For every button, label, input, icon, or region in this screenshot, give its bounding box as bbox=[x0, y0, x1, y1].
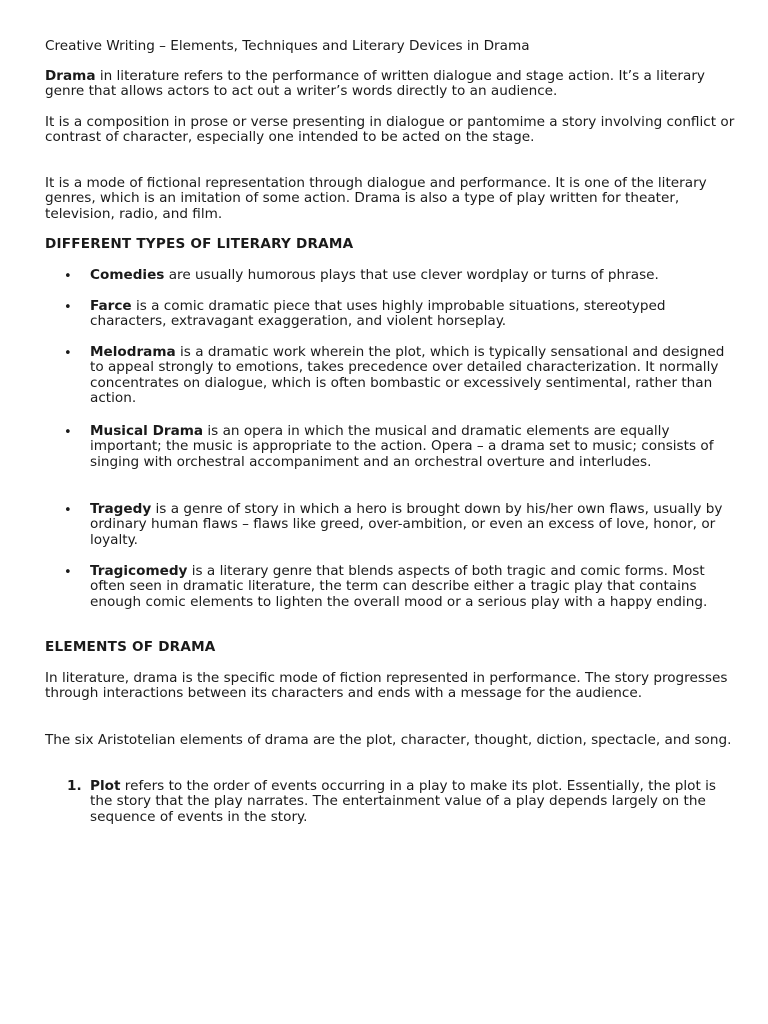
list-item-musical-drama bbox=[90, 424, 730, 470]
intro-paragraph-1 bbox=[45, 69, 735, 100]
list-item-melodrama bbox=[90, 345, 730, 407]
list-item-farce bbox=[90, 299, 730, 330]
type-term: Musical Drama bbox=[90, 423, 204, 439]
drama-term: Drama bbox=[45, 68, 96, 84]
type-term: Farce bbox=[90, 298, 132, 314]
type-text: is a literary genre that blends aspects of both tragic and comic forms. Most often seen in dramatic literature, the term can describe either a tragic play that contains enough comic elements to lighten the overall mood or a serious play with a happy ending. bbox=[90, 563, 708, 610]
bullet-icon: • bbox=[64, 269, 72, 284]
intro-paragraph-1-text: in literature refers to the performance of written dialogue and stage action. It’s a literary genre that allows actors to act out a writer’s words directly to an audience. bbox=[45, 68, 705, 100]
elements-paragraph-2: The six Aristotelian elements of drama are the plot, character, thought, diction, spectacle, and song. bbox=[45, 732, 732, 748]
bullet-icon: • bbox=[64, 425, 72, 440]
element-term: Plot bbox=[90, 778, 121, 794]
element-text: refers to the order of events occurring in a play to make its plot. Essentially, the plot is the story that the play narrates. The entertainment value of a play depends largely on the sequence of events in the story. bbox=[90, 778, 717, 825]
type-term: Melodrama bbox=[90, 344, 176, 360]
elements-paragraph-1: In literature, drama is the specific mode of fiction represented in performance. The story progresses through interactions between its characters and ends with a message for the audience. bbox=[45, 670, 728, 702]
type-text: is a dramatic work wherein the plot, which is typically sensational and designed to appeal strongly to emotions, takes precedence over detailed characterization. It normally concentrates on dialogue, which is often bombastic or excessively sentimental, rather than action. bbox=[90, 344, 725, 407]
bullet-icon: • bbox=[64, 503, 72, 518]
list-item-comedies bbox=[90, 268, 730, 283]
types-heading: DIFFERENT TYPES OF LITERARY DRAMA bbox=[45, 236, 354, 252]
list-item-tragedy bbox=[90, 502, 730, 548]
type-term: Tragedy bbox=[90, 501, 152, 517]
type-text: is a genre of story in which a hero is brought down by his/her own flaws, usually by ordinary human flaws – flaws like greed, over-ambition, or even an excess of love, honor, or loyalty. bbox=[90, 501, 723, 548]
list-item-plot bbox=[90, 779, 730, 825]
intro-paragraph-3: It is a mode of fictional representation through dialogue and performance. It is one of the literary genres, which is an imitation of some action. Drama is also a type of play written for theater, television, radio, and film. bbox=[45, 175, 707, 222]
document-title: Creative Writing – Elements, Techniques and Literary Devices in Drama bbox=[45, 38, 530, 54]
bullet-icon: • bbox=[64, 346, 72, 361]
bullet-icon: • bbox=[64, 565, 72, 580]
intro-paragraph-2: It is a composition in prose or verse presenting in dialogue or pantomime a story involving conflict or contrast of character, especially one intended to be acted on the stage. bbox=[45, 114, 735, 146]
bullet-icon: • bbox=[64, 300, 72, 315]
type-text: is an opera in which the musical and dramatic elements are equally important; the music is appropriate to the action. Opera – a drama set to music; consists of singing with orchestral accompaniment and an orchestral overture and interludes. bbox=[90, 423, 714, 470]
elements-heading: ELEMENTS OF DRAMA bbox=[45, 639, 216, 655]
type-term: Tragicomedy bbox=[90, 563, 188, 579]
type-text: are usually humorous plays that use clever wordplay or turns of phrase. bbox=[164, 267, 659, 283]
list-number: 1. bbox=[67, 778, 82, 794]
type-term: Comedies bbox=[90, 267, 165, 283]
type-text: is a comic dramatic piece that uses highly improbable situations, stereotyped characters, extravagant exaggeration, and violent horseplay. bbox=[90, 298, 666, 330]
list-item-tragicomedy bbox=[90, 564, 730, 610]
